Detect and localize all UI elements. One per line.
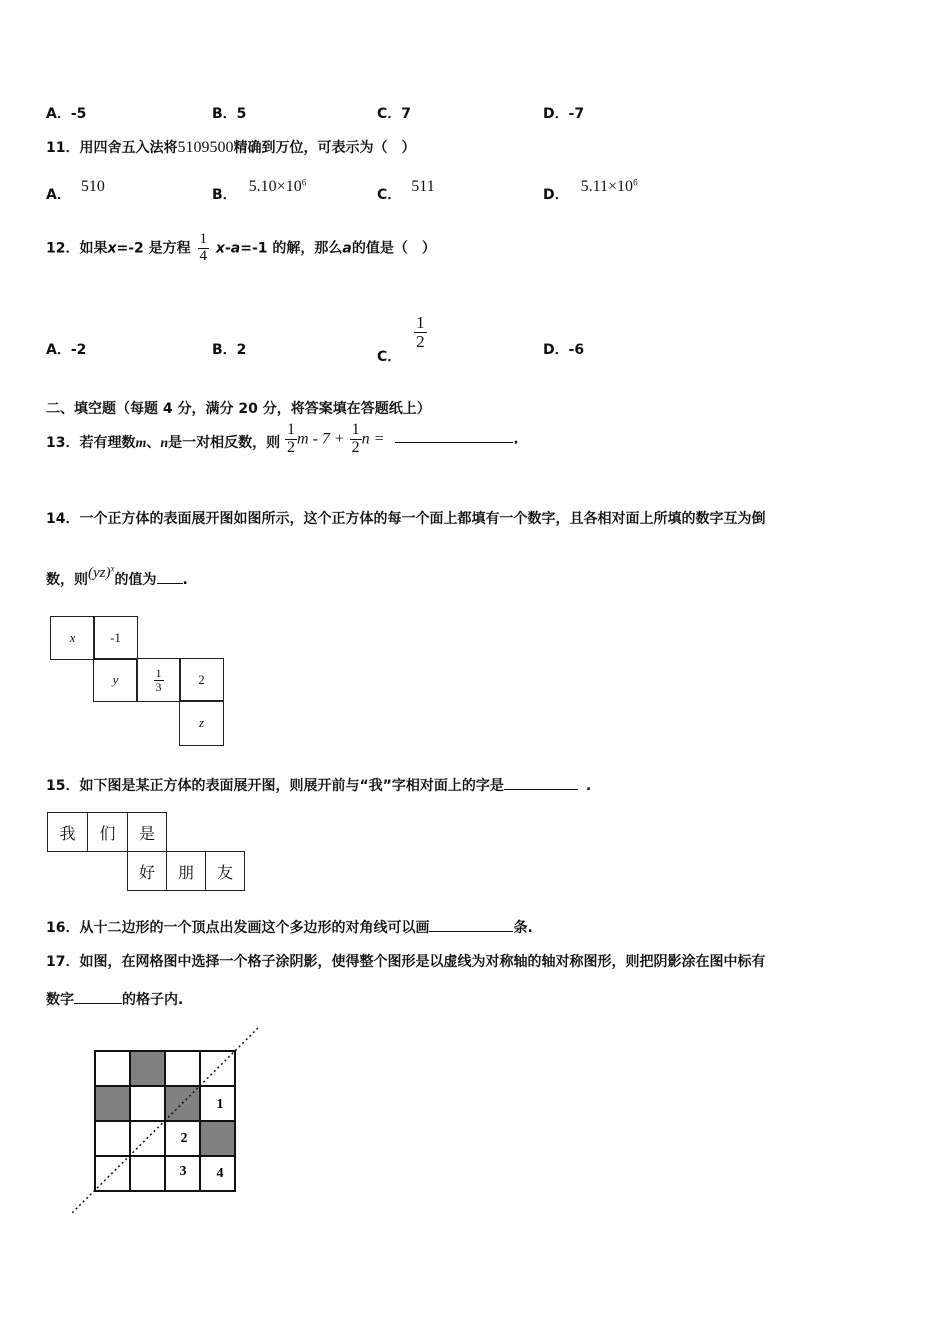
grid-label-4: 4: [216, 1166, 224, 1181]
q16-stem: 16．从十二边形的一个顶点出发画这个多边形的对角线可以画 条.: [46, 917, 533, 937]
grid-label-2: 2: [180, 1131, 188, 1146]
q17-answer-blank[interactable]: [74, 989, 122, 1004]
q12-option-c: C． $\frac{1}{2}$: [377, 313, 425, 366]
net-cell-shi: 是: [127, 812, 167, 852]
shaded-cell: [95, 1086, 130, 1121]
q12-fraction: $\frac{1}{4}$: [199, 231, 208, 264]
q15-answer-blank[interactable]: [504, 775, 578, 790]
q13-stem: 13．若有理数m、n是一对相反数，则 $\frac{1}{2}$ m - 7 + $\frac{1}{2}$ n = .: [46, 421, 519, 456]
q12-option-a: A．-2: [46, 342, 87, 358]
symmetry-grid-figure: [60, 1020, 270, 1220]
q10-option-a: A．-5: [46, 106, 87, 122]
q11-option-c: C． 511: [377, 178, 435, 203]
q10-option-d: D．-7: [543, 106, 585, 122]
net-cell-you: 友: [205, 851, 245, 891]
net-cell-third: $\frac{1}{3}$: [136, 658, 181, 702]
q16-answer-blank[interactable]: [429, 917, 513, 932]
q12-option-d: D．-6: [543, 342, 585, 358]
q11-stem: 11．用四舍五入法将5109500精确到万位，可表示为（ ）: [46, 139, 416, 156]
q14-line2: 数，则(yz)$^x$的值为 .: [46, 563, 188, 588]
net-cell-men: 们: [87, 812, 128, 852]
q14-answer-blank[interactable]: [157, 569, 183, 584]
q12-stem: 12．如果x=-2 是方程 $\frac{1}{4}$ x-a=-1 的解，那么a的值是（ ）: [46, 231, 436, 264]
shaded-cell: [130, 1051, 165, 1086]
q13-answer-blank[interactable]: [395, 428, 513, 443]
q10-option-c: C．7: [377, 106, 412, 122]
q11-option-d: D． $5.11\times 10^6$: [543, 177, 638, 203]
net-cell-x: x: [50, 616, 95, 660]
q15-stem: 15．如下图是某正方体的表面展开图，则展开前与“我”字相对面上的字是 .: [46, 775, 591, 795]
net-cell-peng: 朋: [166, 851, 206, 891]
net-cell-two: 2: [179, 658, 224, 702]
section-title: 二、填空题（每题 4 分，满分 20 分，将答案填在答题纸上）: [46, 401, 431, 417]
q17-line2: 数字 的格子内.: [46, 989, 183, 1009]
q14-line1: 14．一个正方体的表面展开图如图所示，这个正方体的每一个面上都填有一个数字，且各相对面上所填的数字互为倒: [46, 511, 766, 527]
q11-option-a: A． 510: [46, 178, 105, 203]
net-cell-y: y: [93, 658, 138, 702]
net-cell-neg1: -1: [93, 616, 138, 660]
net-cell-wo: 我: [47, 812, 88, 852]
q10-option-b: B．5: [212, 106, 247, 122]
q12-option-b: B．2: [212, 342, 247, 358]
q11-option-b: B． $5.10\times 10^6$: [212, 177, 307, 203]
q17-line1: 17．如图，在网格图中选择一个格子涂阴影，使得整个图形是以虚线为对称轴的轴对称图形，则把阴影涂在图中标有: [46, 954, 766, 970]
shaded-cell: [200, 1121, 235, 1156]
grid-label-3: 3: [179, 1164, 187, 1179]
net-cell-z: z: [179, 700, 224, 746]
grid-label-1: 1: [216, 1097, 224, 1112]
net-cell-hao: 好: [127, 851, 167, 891]
